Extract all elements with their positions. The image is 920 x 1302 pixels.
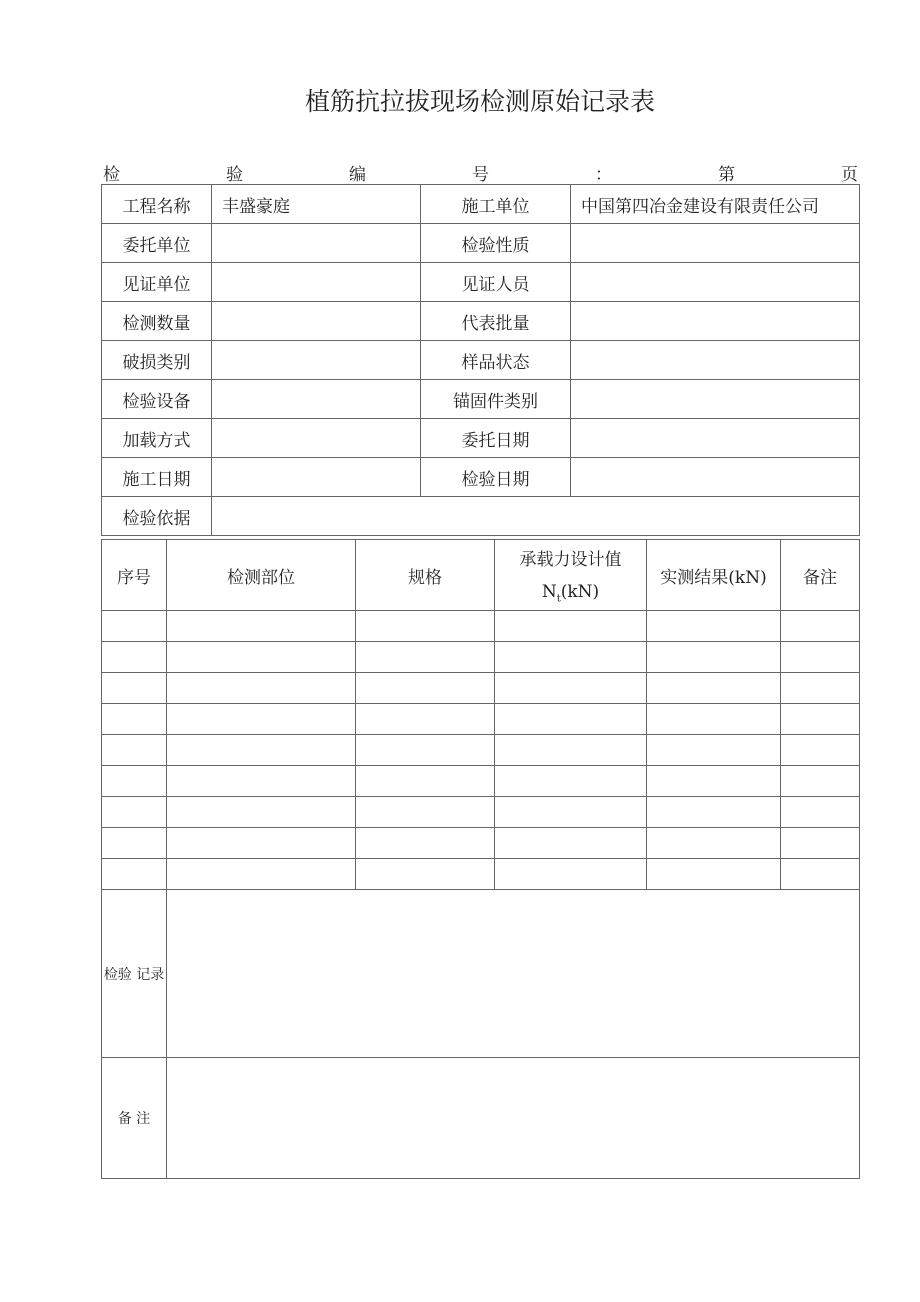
- table-cell[interactable]: [495, 673, 647, 704]
- table-cell[interactable]: [495, 859, 647, 890]
- header-char: 号: [472, 165, 489, 185]
- table-row: [102, 859, 860, 890]
- info-value[interactable]: [212, 380, 421, 419]
- info-row: [102, 419, 860, 458]
- table-cell[interactable]: [356, 828, 495, 859]
- table-cell[interactable]: [647, 828, 781, 859]
- table-cell[interactable]: [167, 766, 356, 797]
- info-value[interactable]: [571, 263, 860, 302]
- info-label: 检验性质: [421, 224, 571, 263]
- header-char: 页: [841, 165, 858, 185]
- table-cell[interactable]: [356, 859, 495, 890]
- info-label: 委托单位: [102, 224, 212, 263]
- info-label: 检验设备: [102, 380, 212, 419]
- table-cell[interactable]: [356, 704, 495, 735]
- table-cell[interactable]: [102, 611, 167, 642]
- table-cell[interactable]: [495, 766, 647, 797]
- table-cell[interactable]: [167, 642, 356, 673]
- table-cell[interactable]: [647, 611, 781, 642]
- table-cell[interactable]: [495, 828, 647, 859]
- header-char: 验: [226, 165, 243, 185]
- table-cell[interactable]: [167, 797, 356, 828]
- info-value[interactable]: [571, 380, 860, 419]
- table-cell[interactable]: [647, 859, 781, 890]
- info-value[interactable]: [571, 302, 860, 341]
- info-table: [101, 184, 860, 536]
- header-char: 编: [349, 165, 366, 185]
- table-cell[interactable]: [781, 642, 860, 673]
- remarks-area[interactable]: [167, 1058, 860, 1179]
- design-subscript: t: [556, 593, 561, 605]
- table-cell[interactable]: [167, 611, 356, 642]
- info-value[interactable]: [212, 302, 421, 341]
- table-cell[interactable]: [781, 735, 860, 766]
- col-note: 备注: [781, 540, 860, 611]
- info-value[interactable]: [212, 419, 421, 458]
- info-label: 见证单位: [102, 263, 212, 302]
- col-seq: 序号: [102, 540, 167, 611]
- table-cell[interactable]: [102, 766, 167, 797]
- info-value[interactable]: [212, 341, 421, 380]
- table-cell[interactable]: [781, 611, 860, 642]
- table-row: [102, 828, 860, 859]
- design-label: 承载力设计值: [519, 550, 622, 571]
- table-cell[interactable]: [102, 797, 167, 828]
- table-cell[interactable]: [647, 704, 781, 735]
- table-cell[interactable]: [495, 797, 647, 828]
- table-cell[interactable]: [102, 735, 167, 766]
- record-area[interactable]: [167, 890, 860, 1058]
- table-row: [102, 642, 860, 673]
- info-label: 样品状态: [421, 341, 571, 380]
- table-cell[interactable]: [356, 766, 495, 797]
- info-label: 委托日期: [421, 419, 571, 458]
- col-location: 检测部位: [167, 540, 356, 611]
- basis-label: 检验依据: [102, 497, 212, 536]
- table-cell[interactable]: [102, 704, 167, 735]
- info-label: 施工日期: [102, 458, 212, 497]
- info-row: [102, 185, 860, 224]
- table-cell[interactable]: [356, 797, 495, 828]
- table-cell[interactable]: [102, 828, 167, 859]
- results-header: [102, 540, 860, 611]
- table-cell[interactable]: [356, 673, 495, 704]
- record-label: 检验 记录: [102, 890, 167, 1058]
- info-value[interactable]: [212, 224, 421, 263]
- table-cell[interactable]: [102, 642, 167, 673]
- table-cell[interactable]: [495, 642, 647, 673]
- table-cell[interactable]: [781, 766, 860, 797]
- info-value[interactable]: [571, 224, 860, 263]
- header-char: ：: [595, 165, 612, 185]
- header-char: 检: [103, 165, 120, 185]
- info-row: [102, 224, 860, 263]
- table-cell[interactable]: [167, 704, 356, 735]
- table-cell[interactable]: [781, 673, 860, 704]
- table-cell[interactable]: [167, 859, 356, 890]
- info-row: [102, 380, 860, 419]
- info-label: 检测数量: [102, 302, 212, 341]
- info-value[interactable]: [571, 341, 860, 380]
- table-cell[interactable]: [495, 704, 647, 735]
- table-cell[interactable]: [356, 611, 495, 642]
- basis-value[interactable]: [212, 497, 860, 536]
- info-label: 见证人员: [421, 263, 571, 302]
- info-value[interactable]: [212, 458, 421, 497]
- table-cell[interactable]: [495, 735, 647, 766]
- info-label: 施工单位: [421, 185, 571, 224]
- col-spec: 规格: [356, 540, 495, 611]
- inspection-number-line: [103, 160, 858, 184]
- info-label: 加载方式: [102, 419, 212, 458]
- page-title: 植筋抗拉拔现场检测原始记录表: [304, 87, 655, 116]
- design-unit: (kN): [560, 582, 600, 603]
- table-cell[interactable]: [647, 735, 781, 766]
- table-cell[interactable]: [781, 828, 860, 859]
- table-cell[interactable]: [781, 704, 860, 735]
- table-cell[interactable]: [356, 642, 495, 673]
- col-result: 实测结果(kN): [647, 540, 781, 611]
- table-cell[interactable]: [102, 859, 167, 890]
- table-cell[interactable]: [167, 673, 356, 704]
- info-label: 代表批量: [421, 302, 571, 341]
- table-cell[interactable]: [167, 828, 356, 859]
- info-value[interactable]: 中国第四冶金建设有限责任公司: [571, 185, 860, 224]
- table-cell[interactable]: [356, 735, 495, 766]
- info-value[interactable]: 丰盛豪庭: [212, 185, 421, 224]
- table-row: [102, 766, 860, 797]
- info-label: 破损类别: [102, 341, 212, 380]
- table-cell[interactable]: [647, 766, 781, 797]
- info-label: 锚固件类别: [421, 380, 571, 419]
- table-cell[interactable]: [781, 797, 860, 828]
- info-value[interactable]: [571, 458, 860, 497]
- table-cell[interactable]: [781, 859, 860, 890]
- info-row: [102, 341, 860, 380]
- table-cell[interactable]: [647, 673, 781, 704]
- header-char: 第: [718, 165, 735, 185]
- results-table: [101, 539, 860, 1179]
- table-row: [102, 797, 860, 828]
- info-row: [102, 458, 860, 497]
- info-row: [102, 302, 860, 341]
- table-cell[interactable]: [167, 735, 356, 766]
- col-design-value: [495, 540, 647, 611]
- table-row: [102, 611, 860, 642]
- table-cell[interactable]: [495, 611, 647, 642]
- info-value[interactable]: [212, 263, 421, 302]
- table-row: [102, 735, 860, 766]
- info-value[interactable]: [571, 419, 860, 458]
- table-row: [102, 704, 860, 735]
- info-row: [102, 263, 860, 302]
- table-row: [102, 673, 860, 704]
- remarks-label: 备 注: [102, 1058, 167, 1179]
- table-cell[interactable]: [647, 797, 781, 828]
- table-cell[interactable]: [647, 642, 781, 673]
- design-symbol: N: [541, 582, 557, 603]
- table-cell[interactable]: [102, 673, 167, 704]
- info-label: 工程名称: [102, 185, 212, 224]
- info-label: 检验日期: [421, 458, 571, 497]
